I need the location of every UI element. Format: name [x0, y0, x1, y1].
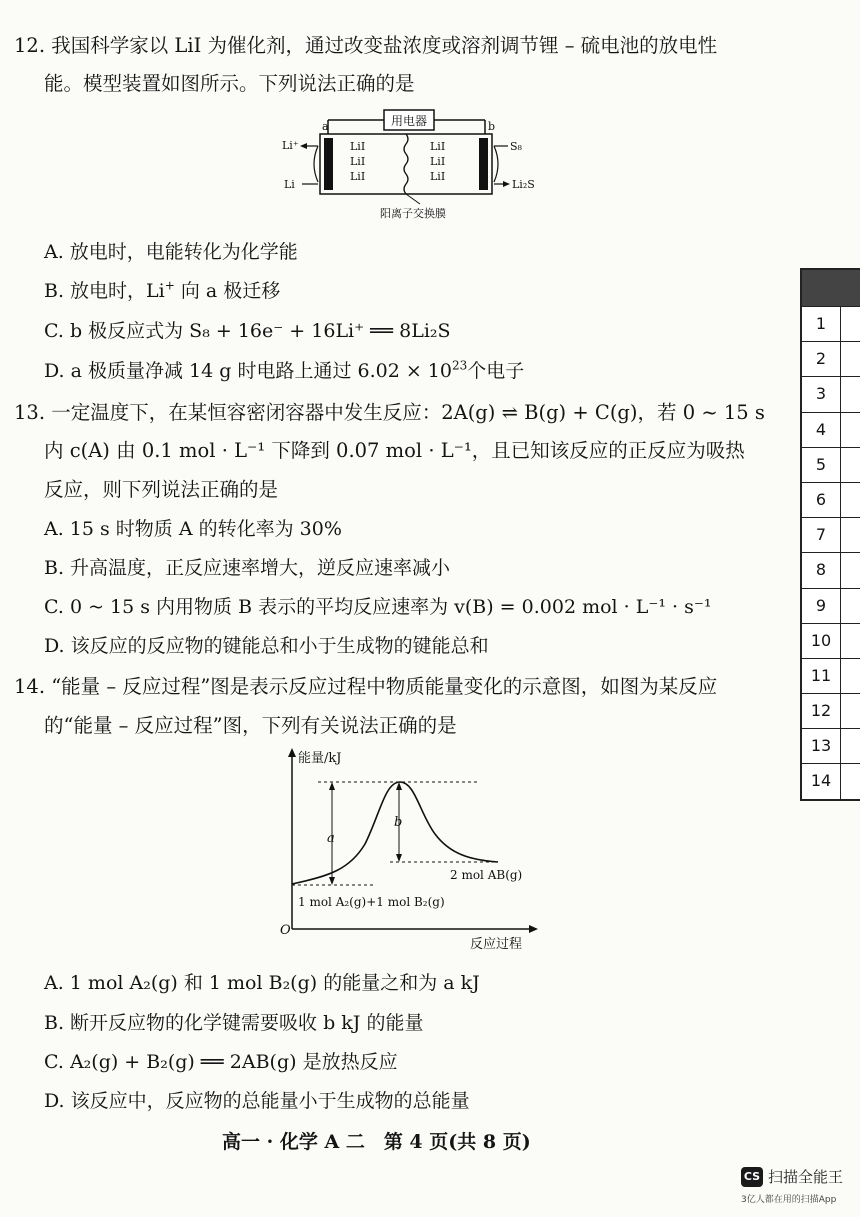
lii-right-3: LiI — [430, 170, 446, 183]
answer-row — [802, 553, 860, 588]
answer-row — [802, 518, 860, 553]
answer-row — [802, 307, 860, 342]
answer-row — [802, 413, 860, 448]
label-a: a — [327, 831, 335, 846]
answer-table — [800, 268, 860, 801]
answer-row-number: 11 — [802, 659, 841, 693]
answer-row — [802, 694, 860, 729]
answer-row-number: 5 — [802, 448, 841, 482]
answer-row-number: 2 — [802, 342, 841, 376]
answer-row — [802, 764, 860, 798]
q13-option-b: B. 升高温度，正反应速率增大，逆反应速率减小 — [44, 557, 451, 579]
answer-row — [802, 659, 860, 694]
q12-option-b-pre: B. 放电时，Li — [44, 280, 165, 302]
answer-row — [802, 729, 860, 764]
q12-option-a: A. 放电时，电能转化为化学能 — [44, 241, 298, 263]
s8-label: S₈ — [510, 140, 522, 153]
q13-stem-line2: 内 c(A) 由 0.1 mol · L⁻¹ 下降到 0.07 mol · L⁻¹，且已知该反应的正反应为吸热 — [44, 439, 745, 462]
answer-row-number: 8 — [802, 553, 841, 587]
q14-stem-line2: 的“能量 – 反应过程”图，下列有关说法正确的是 — [44, 714, 457, 737]
reactant-label: 1 mol A₂(g)+1 mol B₂(g) — [298, 895, 445, 909]
answer-row — [802, 483, 860, 518]
lii-right-2: LiI — [430, 155, 446, 168]
answer-row-number: 14 — [802, 764, 841, 798]
q12-stem-line2: 能。模型装置如图所示。下列说法正确的是 — [44, 72, 415, 95]
electrode-b-label: b — [488, 120, 496, 133]
membrane-label: 阳离子交换膜 — [380, 207, 446, 220]
q14-stem-line1: 14. “能量 – 反应过程”图是表示反应过程中物质能量变化的示意图，如图为某反应 — [14, 675, 718, 698]
q12-option-b-sup: + — [164, 278, 175, 293]
lii-left-2: LiI — [350, 155, 366, 168]
li-ion-label: Li⁺ — [282, 139, 299, 152]
energy-diagram — [270, 744, 540, 954]
answer-row-number: 10 — [802, 624, 841, 658]
product-label: 2 mol AB(g) — [450, 868, 523, 882]
scanner-logo-name: 扫描全能王 — [768, 1168, 844, 1186]
answer-row-number: 9 — [802, 589, 841, 623]
lii-left-3: LiI — [350, 170, 366, 183]
answer-row — [802, 342, 860, 377]
lii-right-1: LiI — [430, 140, 446, 153]
page-footer: 高一 · 化学 A 二 第 4 页(共 8 页) — [222, 1131, 531, 1153]
q14-option-b: B. 断开反应物的化学键需要吸收 b kJ 的能量 — [44, 1012, 424, 1034]
answer-row — [802, 589, 860, 624]
answer-row — [802, 377, 860, 412]
electrode-a-label: a — [322, 120, 329, 133]
label-b: b — [394, 815, 403, 830]
q13-option-c: C. 0 ~ 15 s 内用物质 B 表示的平均反应速率为 v(B) = 0.002 mol · L⁻¹ · s⁻¹ — [44, 596, 712, 618]
answer-row — [802, 624, 860, 659]
answer-row-number: 7 — [802, 518, 841, 552]
q12-option-b-post: 向 a 极迁移 — [174, 280, 281, 302]
answer-row-number: 6 — [802, 483, 841, 517]
q12-option-d — [44, 356, 524, 383]
electrode-a — [324, 138, 333, 190]
q12-option-b — [44, 276, 280, 303]
scanner-logo-icon: CS — [741, 1167, 763, 1187]
battery-diagram — [280, 104, 540, 222]
answer-row-number: 4 — [802, 413, 841, 447]
q12-option-d-post: 个电子 — [467, 360, 525, 382]
y-axis-label: 能量/kJ — [298, 751, 342, 766]
answer-row-number: 13 — [802, 729, 841, 763]
answer-row-number: 1 — [802, 307, 841, 341]
x-axis-label: 反应过程 — [470, 937, 523, 952]
origin-label: O — [280, 923, 291, 938]
li-label: Li — [284, 178, 295, 191]
scanner-logo-tagline: 3亿人都在用的扫描App — [741, 1195, 837, 1205]
q13-option-a: A. 15 s 时物质 A 的转化率为 30% — [44, 518, 342, 540]
li2s-label: Li₂S — [512, 178, 535, 191]
electrode-b — [479, 138, 488, 190]
answer-row — [802, 448, 860, 483]
q12-option-d-sup: 23 — [451, 358, 468, 373]
q12-option-c: C. b 极反应式为 S₈ + 16e⁻ + 16Li⁺ ══ 8Li₂S — [44, 320, 451, 342]
q13-stem-line3: 反应，则下列说法正确的是 — [44, 478, 279, 501]
answer-table-header — [802, 270, 860, 307]
q13-stem-line1: 13. 一定温度下，在某恒容密闭容器中发生反应：2A(g) ⇌ B(g) + C(g)，若 0 ~ 15 s — [14, 401, 765, 424]
lii-left-1: LiI — [350, 140, 366, 153]
q12-stem-line1: 12. 我国科学家以 LiI 为催化剂，通过改变盐浓度或溶剂调节锂 – 硫电池的放电性 — [14, 34, 718, 57]
answer-row-number: 3 — [802, 377, 841, 411]
answer-row-number: 12 — [802, 694, 841, 728]
q13-option-d: D. 该反应的反应物的键能总和小于生成物的键能总和 — [44, 635, 489, 657]
q12-option-d-pre: D. a 极质量净减 14 g 时电路上通过 6.02 × 10 — [44, 360, 452, 382]
q14-option-c: C. A₂(g) + B₂(g) ══ 2AB(g) 是放热反应 — [44, 1051, 398, 1073]
q14-option-d: D. 该反应中，反应物的总能量小于生成物的总能量 — [44, 1090, 470, 1112]
q14-option-a: A. 1 mol A₂(g) 和 1 mol B₂(g) 的能量之和为 a kJ — [44, 972, 480, 994]
membrane-line — [404, 134, 408, 194]
device-label: 用电器 — [390, 114, 428, 128]
